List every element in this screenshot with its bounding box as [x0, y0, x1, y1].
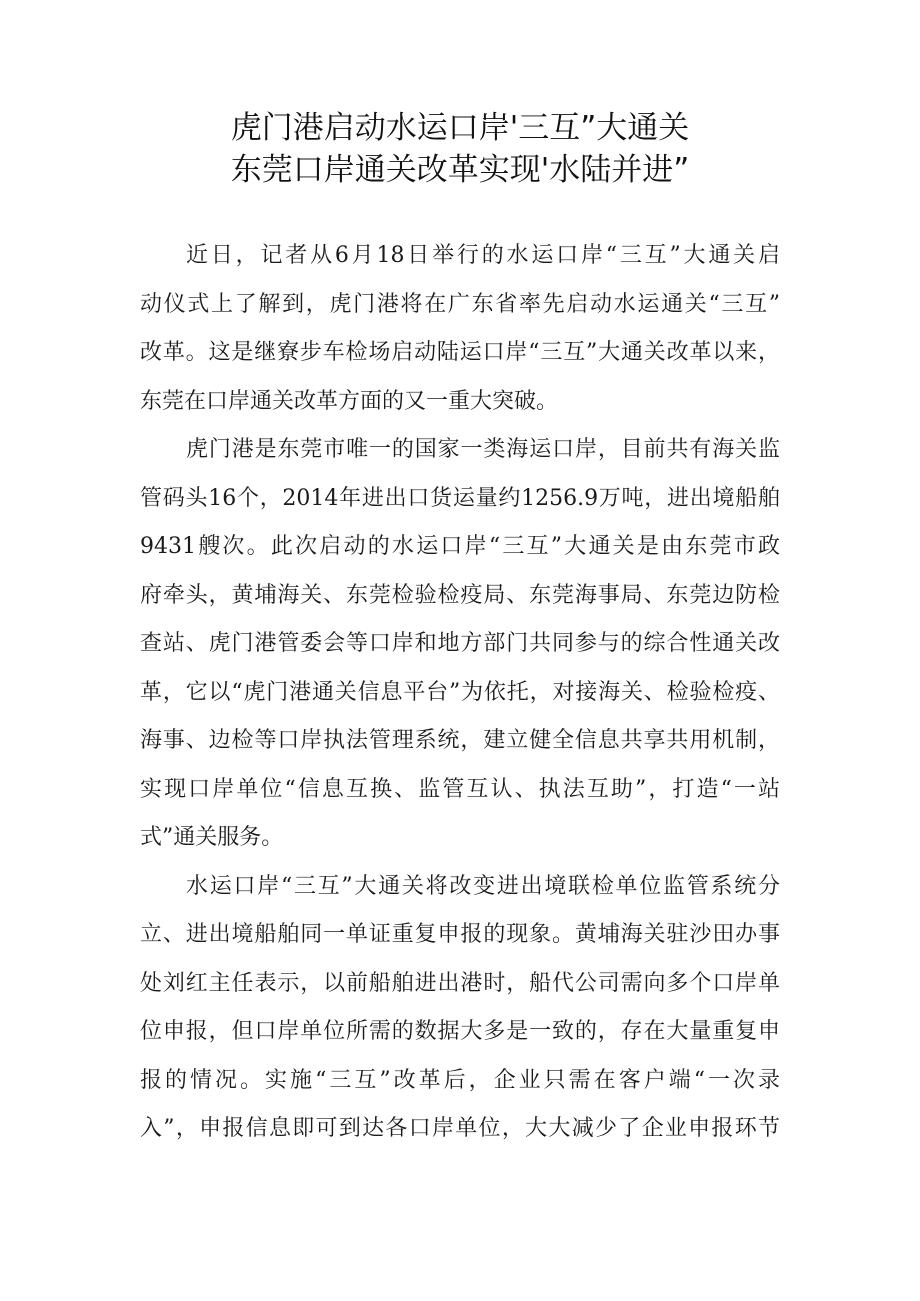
paragraph-line: 9431艘次。此次启动的水运口岸“三互”大通关是由东莞市政	[140, 534, 780, 559]
paragraph-line: 近日，记者从6月18日举行的水运口岸“三互”大通关启	[186, 243, 780, 268]
paragraph-line: 水运口岸“三互”大通关将改变进出境联检单位监管系统分	[186, 873, 780, 899]
title-line-1: 虎门港启动水运口岸'三互”大通关	[230, 110, 690, 146]
title-line-2: 东莞口岸通关改革实现'水陆并进”	[230, 152, 690, 188]
paragraph-line: 位申报，但口岸单位所需的数据大多是一致的，存在大量重复申	[140, 1019, 780, 1044]
paragraph-line: 改革。这是继寮步车检场启动陆运口岸“三互”大通关改革以来，	[140, 340, 780, 365]
paragraph-line: 查站、虎门港管委会等口岸和地方部门共同参与的综合性通关改	[140, 631, 780, 656]
paragraph-line: 府牵头，黄埔海关、东莞检验检疫局、东莞海事局、东莞边防检	[140, 582, 780, 608]
paragraph-line: 东莞在口岸通关改革方面的又一重大突破。	[140, 388, 559, 414]
paragraph-2	[140, 426, 780, 863]
paragraph-line: 处刘红主任表示，以前船舶进出港时，船代公司需向多个口岸单	[140, 970, 780, 996]
paragraph-line: 管码头16个，2014年进出口货运量约1256.9万吨，进出境船舶	[140, 485, 780, 511]
paragraph-line: 入”，申报信息即可到达各口岸单位，大大减少了企业申报环节	[140, 1116, 780, 1141]
paragraph-1	[140, 232, 780, 426]
paragraph-line: 革，它以“虎门港通关信息平台”为依托，对接海关、检验检疫、	[140, 679, 780, 705]
paragraph-line: 动仪式上了解到，虎门港将在广东省率先启动水运通关“三互”	[140, 291, 780, 317]
paragraph-3	[140, 863, 780, 1154]
article-title	[0, 107, 920, 191]
paragraph-line: 海事、边检等口岸执法管理系统，建立健全信息共享共用机制，	[140, 728, 780, 753]
paragraph-line: 实现口岸单位“信息互换、监管互认、执法互助”，打造“一站	[140, 776, 780, 802]
paragraph-line: 报的情况。实施“三互”改革后，企业只需在客户端“一次录	[140, 1067, 780, 1093]
paragraph-line: 虎门港是东莞市唯一的国家一类海运口岸，目前共有海关监	[186, 437, 780, 462]
paragraph-line: 式”通关服务。	[140, 825, 284, 850]
paragraph-line: 立、进出境船舶同一单证重复申报的现象。黄埔海关驻沙田办事	[140, 922, 780, 947]
article-body	[140, 232, 780, 1154]
